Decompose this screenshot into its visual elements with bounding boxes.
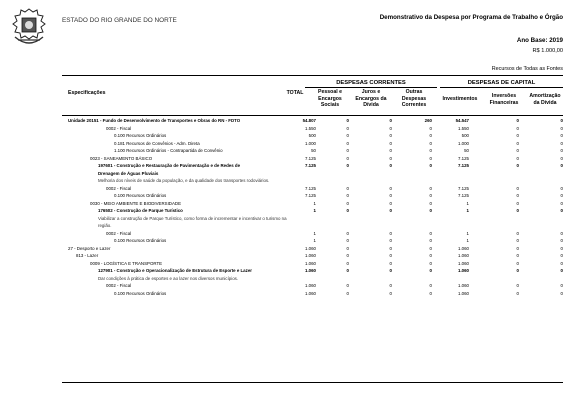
row-value: 500 — [308, 133, 316, 138]
report-title: Demonstrativo da Despesa por Programa de Trabalho e Órgão — [379, 14, 563, 21]
row-value: 7.125 — [305, 193, 316, 198]
row-value: 0 — [429, 245, 432, 251]
row-value: 0 — [346, 238, 349, 243]
row-value: 0 — [560, 118, 563, 123]
row-value: 7.125 — [458, 155, 469, 161]
row-value: 0 — [516, 230, 519, 236]
table-row — [62, 215, 563, 222]
row-value: 0 — [516, 185, 519, 191]
row-value: 0 — [389, 155, 392, 161]
row-value: 0 — [346, 283, 349, 288]
row-value: 0 — [346, 155, 349, 161]
row-value: 0 — [429, 125, 432, 131]
row-value: 1.060 — [305, 283, 316, 288]
row-value: 0 — [389, 125, 392, 131]
row-label: 1.100 Recursos Ordinários - Contrapartida de Convênio — [114, 148, 223, 153]
row-label: 0023 - SANEAMENTO BÁSICO — [90, 155, 153, 161]
table-row — [62, 147, 563, 154]
row-value: 0 — [429, 253, 432, 258]
row-value: 54.547 — [455, 118, 469, 123]
table-row — [62, 170, 563, 177]
table-row — [62, 162, 563, 169]
table-row — [62, 132, 563, 139]
row-value: 0 — [429, 290, 432, 296]
row-value: 0 — [560, 238, 563, 243]
table-row — [62, 260, 563, 267]
row-value: 7.125 — [458, 163, 469, 168]
state-name: ESTADO DO RIO GRANDE DO NORTE — [62, 17, 177, 24]
row-value: 1 — [313, 200, 316, 206]
row-value: 0 — [516, 245, 519, 251]
row-label: Viabilizar a construção de Parque Turístico, como forma de incrementar e incentivar o turismo na — [98, 215, 287, 221]
table-row — [62, 230, 563, 237]
row-value: 0 — [560, 148, 563, 153]
row-value: 0 — [346, 260, 349, 266]
row-value: 1 — [313, 230, 316, 236]
table-row — [62, 252, 563, 259]
row-value: 0 — [429, 238, 432, 243]
row-label: Unidade 20151 - Fundo de Desenvolvimento de Transportes e Obras do RN - FDTO — [68, 118, 241, 123]
row-value: 0 — [389, 283, 392, 288]
row-value: 0 — [516, 148, 519, 153]
table-row — [62, 245, 563, 252]
row-value: 0 — [346, 193, 349, 198]
row-value: 7.125 — [305, 163, 316, 168]
row-label: 0002 - Fiscal — [106, 185, 132, 191]
row-value: 0 — [560, 230, 563, 236]
row-value: 1.000 — [305, 140, 316, 146]
row-value: 0 — [389, 290, 392, 296]
col-total: TOTAL — [286, 90, 304, 96]
row-label: Dar condições à prática de esportes e ao lazer nos diversos municípios. — [98, 275, 239, 281]
row-value: 0 — [560, 268, 563, 273]
row-value: 0 — [560, 208, 563, 213]
row-value: 0 — [516, 208, 519, 213]
row-label: região. — [98, 223, 112, 228]
row-value: 1 — [466, 208, 469, 213]
row-label: 0002 - Fiscal — [106, 125, 132, 131]
table-row — [62, 267, 563, 274]
row-value: 1.060 — [305, 260, 316, 266]
table-row — [62, 117, 563, 124]
row-value: 1 — [313, 208, 316, 213]
row-value: 0 — [346, 290, 349, 296]
row-value: 500 — [461, 133, 469, 138]
row-label: 813 - Lazer — [76, 253, 99, 258]
row-value: 1 — [466, 238, 469, 243]
row-value: 54.807 — [302, 118, 316, 123]
row-label: 0009 - LOGÍSTICA E TRANSPORTE — [90, 260, 163, 266]
row-value: 0 — [346, 140, 349, 146]
row-value: 0 — [429, 133, 432, 138]
row-value: 0 — [429, 148, 432, 153]
row-label: 0.100 Recursos Ordinários — [114, 290, 167, 296]
row-value: 0 — [346, 245, 349, 251]
row-value: 260 — [424, 118, 432, 123]
row-value: 0 — [429, 200, 432, 206]
table-row — [62, 207, 563, 214]
row-label: 0002 - Fiscal — [106, 230, 132, 236]
row-value: 0 — [346, 148, 349, 153]
row-value: 1.060 — [305, 290, 316, 296]
col-especificacoes: Especificações — [68, 90, 106, 96]
row-value: 0 — [429, 193, 432, 198]
row-value: 1.550 — [305, 125, 316, 131]
row-value: 0 — [516, 125, 519, 131]
row-value: 0 — [516, 290, 519, 296]
col-amortizacao: Amortização da Dívida — [529, 93, 561, 106]
row-value: 0 — [560, 125, 563, 131]
row-value: 1.060 — [458, 283, 469, 288]
table-row — [62, 200, 563, 207]
table-row — [62, 155, 563, 162]
table-row — [62, 282, 563, 289]
row-value: 0 — [389, 245, 392, 251]
row-value: 0 — [389, 208, 392, 213]
row-value: 0 — [516, 238, 519, 243]
row-value: 0 — [516, 260, 519, 266]
row-value: 0 — [516, 200, 519, 206]
row-value: 0 — [429, 230, 432, 236]
row-value: 1 — [466, 200, 469, 206]
row-label: 0002 - Fiscal — [106, 283, 132, 288]
group-despesas-capital: DESPESAS DE CAPITAL — [467, 80, 536, 86]
table-row — [62, 185, 563, 192]
table-row — [62, 290, 563, 297]
row-value: 1.060 — [458, 253, 469, 258]
col-pessoal-encargos: Pessoal e Encargos Sociais — [318, 89, 342, 109]
row-value: 0 — [346, 118, 349, 123]
group-despesas-correntes: DESPESAS CORRENTES — [336, 80, 406, 86]
row-value: 0 — [516, 118, 519, 123]
row-value: 0 — [389, 260, 392, 266]
row-value: 0 — [560, 140, 563, 146]
row-value: 0 — [516, 253, 519, 258]
row-label: 0.100 Recursos Ordinários — [114, 238, 167, 243]
table-row — [62, 275, 563, 282]
currency-unit: R$ 1.000,00 — [532, 48, 563, 54]
col-juros-encargos: Juros e Encargos da Dívida — [355, 89, 387, 109]
row-value: 0 — [346, 268, 349, 273]
row-value: 0 — [389, 253, 392, 258]
row-value: 0 — [429, 163, 432, 168]
row-value: 0 — [560, 155, 563, 161]
row-value: 0 — [389, 268, 392, 273]
row-value: 0 — [560, 193, 563, 198]
row-value: 0 — [560, 200, 563, 206]
row-value: 1.060 — [458, 260, 469, 266]
row-value: 7.125 — [305, 185, 316, 191]
col-investimentos: Investimentos — [442, 96, 478, 102]
row-value: 0 — [516, 283, 519, 288]
row-label: 176502 - Construção de Parque Turístico — [98, 208, 183, 213]
table-top-rule — [62, 75, 563, 76]
row-value: 1.060 — [458, 268, 469, 273]
table-row — [62, 177, 563, 184]
row-value: 7.125 — [458, 185, 469, 191]
row-value: 0 — [389, 230, 392, 236]
row-value: 0 — [429, 155, 432, 161]
capital-group-rule — [440, 87, 563, 88]
row-value: 0 — [560, 283, 563, 288]
row-value: 1.000 — [458, 140, 469, 146]
row-value: 0 — [389, 200, 392, 206]
row-label: Melhoria dos níveis de saúde da população, e da qualidade dos transportes rodoviários. — [98, 178, 270, 183]
row-value: 0 — [560, 133, 563, 138]
row-value: 7.125 — [458, 193, 469, 198]
row-label: 0.181 Recursos de Convênios - Adm. Direta — [114, 140, 200, 146]
row-label: Drenagem de Águas Pluviais — [98, 170, 159, 176]
row-value: 1.060 — [305, 268, 316, 273]
row-label: 197601 - Construção e Restauração de Pavimentação e de Redes de — [98, 163, 241, 168]
row-value: 0 — [516, 133, 519, 138]
row-value: 0 — [346, 200, 349, 206]
row-value: 0 — [389, 148, 392, 153]
table-row — [62, 237, 563, 244]
row-value: 1 — [466, 230, 469, 236]
row-value: 0 — [429, 185, 432, 191]
base-year: Ano Base: 2019 — [516, 37, 563, 44]
row-value: 50 — [311, 148, 316, 153]
row-value: 1.060 — [305, 245, 316, 251]
row-value: 0 — [429, 208, 432, 213]
row-value: 0 — [346, 230, 349, 236]
row-value: 0 — [516, 140, 519, 146]
row-value: 0 — [516, 268, 519, 273]
row-value: 0 — [346, 163, 349, 168]
correntes-group-rule — [305, 87, 437, 88]
state-coat-of-arms-seal — [11, 7, 47, 49]
row-label: 0.100 Recursos Ordinários — [114, 193, 167, 198]
row-value: 0 — [346, 133, 349, 138]
row-value: 0 — [560, 253, 563, 258]
row-value: 0 — [429, 268, 432, 273]
row-label: 0.100 Recursos Ordinários — [114, 133, 167, 138]
row-value: 0 — [429, 260, 432, 266]
row-value: 0 — [429, 283, 432, 288]
row-value: 0 — [389, 133, 392, 138]
row-value: 0 — [389, 163, 392, 168]
table-row — [62, 192, 563, 199]
row-value: 0 — [346, 253, 349, 258]
row-value: 0 — [346, 185, 349, 191]
table-row — [62, 125, 563, 132]
row-value: 0 — [389, 185, 392, 191]
col-outras-despesas: Outras Despesas Correntes — [401, 89, 427, 109]
row-value: 0 — [516, 193, 519, 198]
row-label: 127901 - Construção e Operacionalização de Estrutura de Esporte e Lazer — [98, 268, 252, 273]
col-inversoes: Inversões Financeiras — [489, 93, 519, 106]
page-bottom-rule — [62, 382, 563, 383]
table-row — [62, 140, 563, 147]
row-value: 0 — [389, 238, 392, 243]
row-value: 0 — [516, 163, 519, 168]
row-label: 0030 - MEIO AMBIENTE E BIODIVERSIDADE — [90, 200, 182, 206]
row-value: 1 — [313, 238, 316, 243]
header-bottom-rule — [62, 115, 563, 116]
row-value: 50 — [464, 148, 469, 153]
row-value: 1.060 — [458, 290, 469, 296]
row-value: 0 — [560, 290, 563, 296]
row-value: 7.125 — [305, 155, 316, 161]
row-value: 0 — [346, 208, 349, 213]
row-value: 0 — [346, 125, 349, 131]
row-value: 0 — [560, 260, 563, 266]
row-label: 27 - Desporto e Lazer — [68, 245, 111, 251]
row-value: 1.060 — [458, 245, 469, 251]
row-value: 1.550 — [458, 125, 469, 131]
row-value: 0 — [389, 118, 392, 123]
row-value: 0 — [429, 140, 432, 146]
row-value: 0 — [389, 140, 392, 146]
funding-sources-label: Recursos de Todas as Fontes — [491, 66, 563, 72]
row-value: 0 — [389, 193, 392, 198]
row-value: 0 — [516, 155, 519, 161]
table-row — [62, 222, 563, 229]
row-value: 0 — [560, 185, 563, 191]
row-value: 0 — [560, 163, 563, 168]
row-value: 0 — [560, 245, 563, 251]
row-value: 1.060 — [305, 253, 316, 258]
